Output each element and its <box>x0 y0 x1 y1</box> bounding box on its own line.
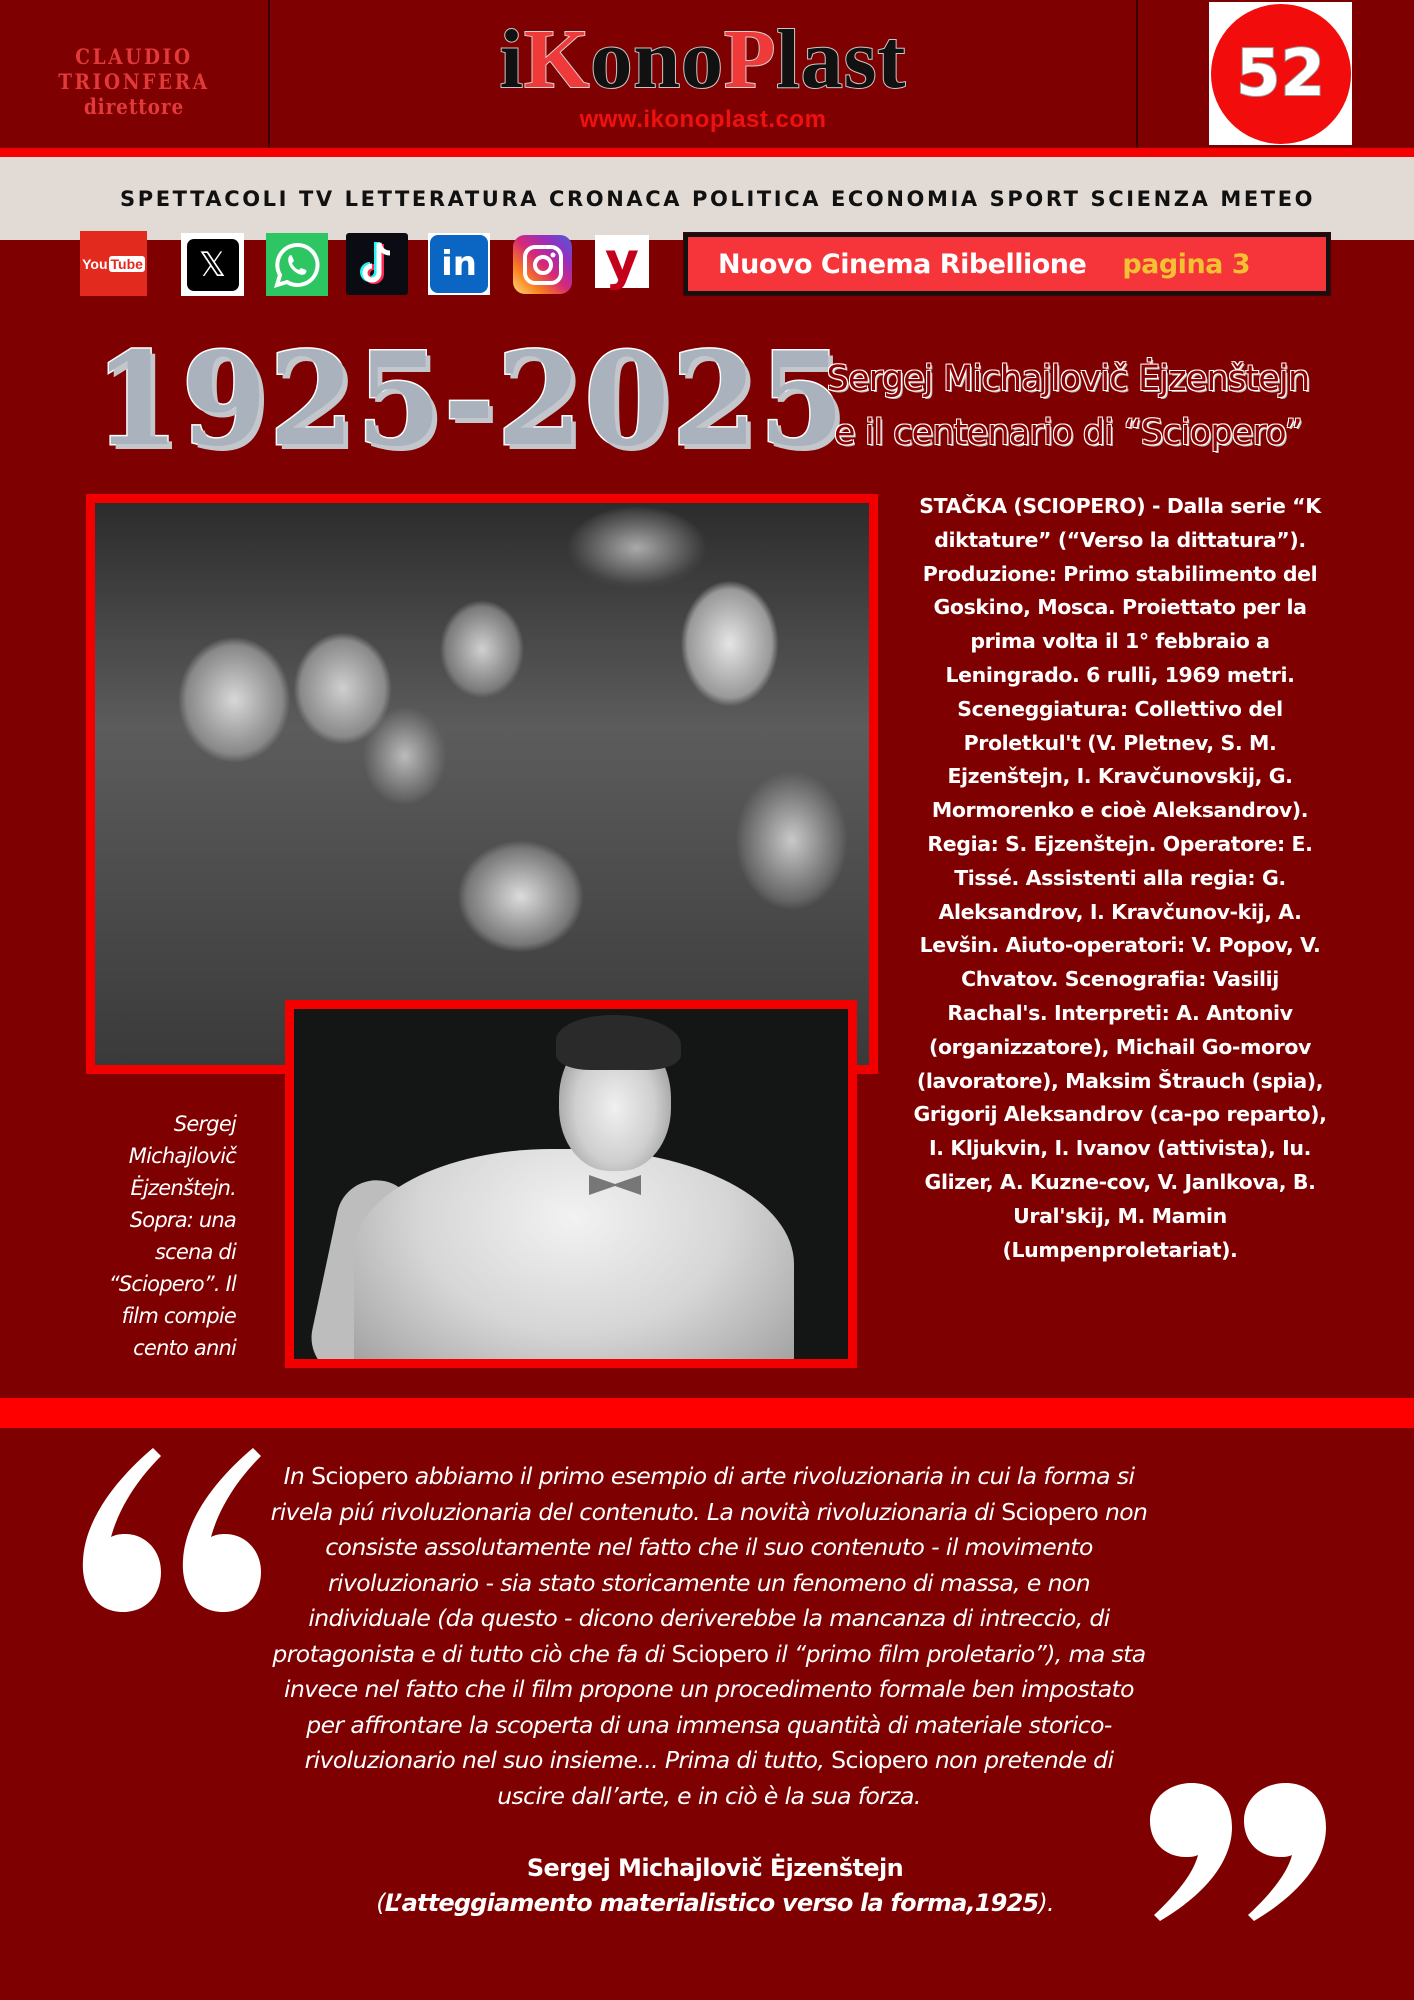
whatsapp-glyph <box>272 240 322 290</box>
logo-wordmark[interactable] <box>270 13 1136 106</box>
portrait-shirt <box>354 1149 794 1368</box>
subtitle-line-1: Sergej Michajlovič Ėjzenštejn <box>826 359 1310 399</box>
open-quote-icon <box>75 1440 275 1620</box>
director-last-name: TRIONFERA <box>58 69 210 94</box>
quote-film-title: Sciopero <box>831 1746 929 1774</box>
quote-text-segment: abbiamo il primo esempio di arte rivoluzionaria in cui la forma si rivela piú rivoluzionaria del contenuto. La novità rivoluzionaria di <box>270 1462 1135 1526</box>
section-banner[interactable] <box>684 233 1330 295</box>
close-quote-icon <box>1140 1775 1340 1925</box>
x-glyph: 𝕏 <box>187 239 239 291</box>
portrait-hair <box>556 1015 681 1070</box>
whatsapp-icon[interactable] <box>266 233 328 296</box>
subtitle-line-2: e il centenario di “Sciopero” <box>834 413 1302 453</box>
linkedin-glyph: in <box>430 235 488 293</box>
category-nav <box>0 157 1414 240</box>
youtube-label-tube: Tube <box>110 255 143 272</box>
quote-text-segment: il “primo film proletario”), ma sta invece nel fatto che il film propone un procedimento formale ben impostato per affrontare la scoperta di una immensa quantità di materiale storico-rivoluzionario nel suo insieme... Prima di tutto, <box>284 1639 1146 1774</box>
instagram-icon[interactable] <box>513 235 572 294</box>
youtube-label: You <box>82 255 108 272</box>
header-divider <box>1136 0 1138 150</box>
director-credit <box>0 0 270 150</box>
photo-caption: Sergej Michajlovič Ėjzenštejn. Sopra: una scena di “Sciopero”. Il film compie cento anni <box>108 1112 236 1360</box>
quote-film-title: Sciopero <box>311 1462 408 1490</box>
site-logo[interactable] <box>270 13 1136 134</box>
quote-text-segment: In <box>283 1462 312 1490</box>
yahoo-glyph: y <box>605 231 639 292</box>
instagram-glyph <box>521 243 565 287</box>
eisenstein-portrait-photo <box>285 1000 857 1368</box>
issue-circle <box>1211 4 1351 144</box>
youtube-icon[interactable] <box>80 231 147 296</box>
quote-film-title: Sciopero <box>671 1639 769 1668</box>
header-rule <box>0 148 1414 157</box>
masthead <box>0 0 1414 150</box>
yahoo-icon[interactable] <box>595 231 649 292</box>
tiktok-icon[interactable] <box>346 233 408 295</box>
logo-letter-accent: P <box>724 13 777 106</box>
page-number: pagina 3 <box>1122 248 1251 280</box>
quote-text-segment: non pretende di uscire dall’arte, e in ciò è la sua forza. <box>497 1746 1114 1810</box>
director-role: direttore <box>83 94 185 119</box>
quote-source <box>300 1886 1130 1921</box>
logo-letter: i <box>499 13 524 106</box>
site-url-link[interactable]: www.ikonoplast.com <box>579 106 827 133</box>
film-credits: STAČKA (SCIOPERO) - Dalla serie “K diktature” (“Verso la dittatura”). Produzione: Primo stabilimento del Goskino, Mosca. Proiettato per la prima volta il 1° febbraio a Leningrado. 6 rulli, 1969 metri. Sceneggiatura: Collettivo del Proletkul't (V. Pletnev, S. M. Ejzenštejn, I. Kravčunovskij, G. Mormorenko e cioè Aleksandrov). Regia: S. Ejzenštejn. Operatore: E. Tissé. Assistenti alla regia: G. Aleksandrov, I. Kravčunov-kij, A. Levšin. Aiuto-operatori: V. Popov, V. Chvatov. Scenografia: Vasilij Rachal's. Interpreti: A. Antoniv (organizzatore), Michail Go-morov (lavoratore), Maksim Štrauch (spia), Grigorij Aleksandrov (ca-po reparto), I. Kljukvin, I. Ivanov (attivista), Iu. Glizer, A. Kuzne-cov, V. Janlkova, B. Ural'skij, M. Mamin (Lumpenproletariat). <box>913 494 1327 1262</box>
logo-letter-accent: K <box>523 13 591 106</box>
quote-author: Sergej Michajlovič Ėjzenštejn <box>526 1854 904 1882</box>
x-icon[interactable] <box>181 233 244 296</box>
issue-badge <box>1209 2 1352 145</box>
eisenstein-quote <box>270 1459 1148 1814</box>
tiktok-glyph <box>355 239 399 289</box>
source-close-paren: ). <box>1038 1889 1054 1917</box>
article-subtitle <box>778 352 1358 460</box>
logo-letter: last <box>776 13 907 106</box>
quote-text-segment: non consiste assolutamente nel fatto che il suo contenuto - il movimento rivoluzionario - sia stato storicamente un fenomeno di massa, e non individuale (da questo - dicono deriverebbe la mancanza di intreccio, di protagonista e di tutto ciò che fa di <box>272 1497 1148 1668</box>
section-name: Nuovo Cinema Ribellione <box>718 248 1087 280</box>
section-divider-band <box>0 1398 1414 1428</box>
source-open-paren: ( <box>376 1889 385 1917</box>
director-first-name: CLAUDIO <box>75 44 193 69</box>
logo-letter: ono <box>590 13 725 106</box>
linkedin-icon[interactable] <box>428 233 490 295</box>
quote-film-title: Sciopero <box>1001 1497 1099 1526</box>
anniversary-years: 1925-2025 <box>94 325 847 475</box>
strike-scene-photo <box>86 494 878 1074</box>
source-work-title: L’atteggiamento materialistico verso la forma,1925 <box>384 1889 1039 1917</box>
category-links[interactable]: SPETTACOLI TV LETTERATURA CRONACA POLITICA ECONOMIA SPORT SCIENZA METEO <box>120 187 1316 211</box>
issue-number: 52 <box>1235 36 1326 111</box>
